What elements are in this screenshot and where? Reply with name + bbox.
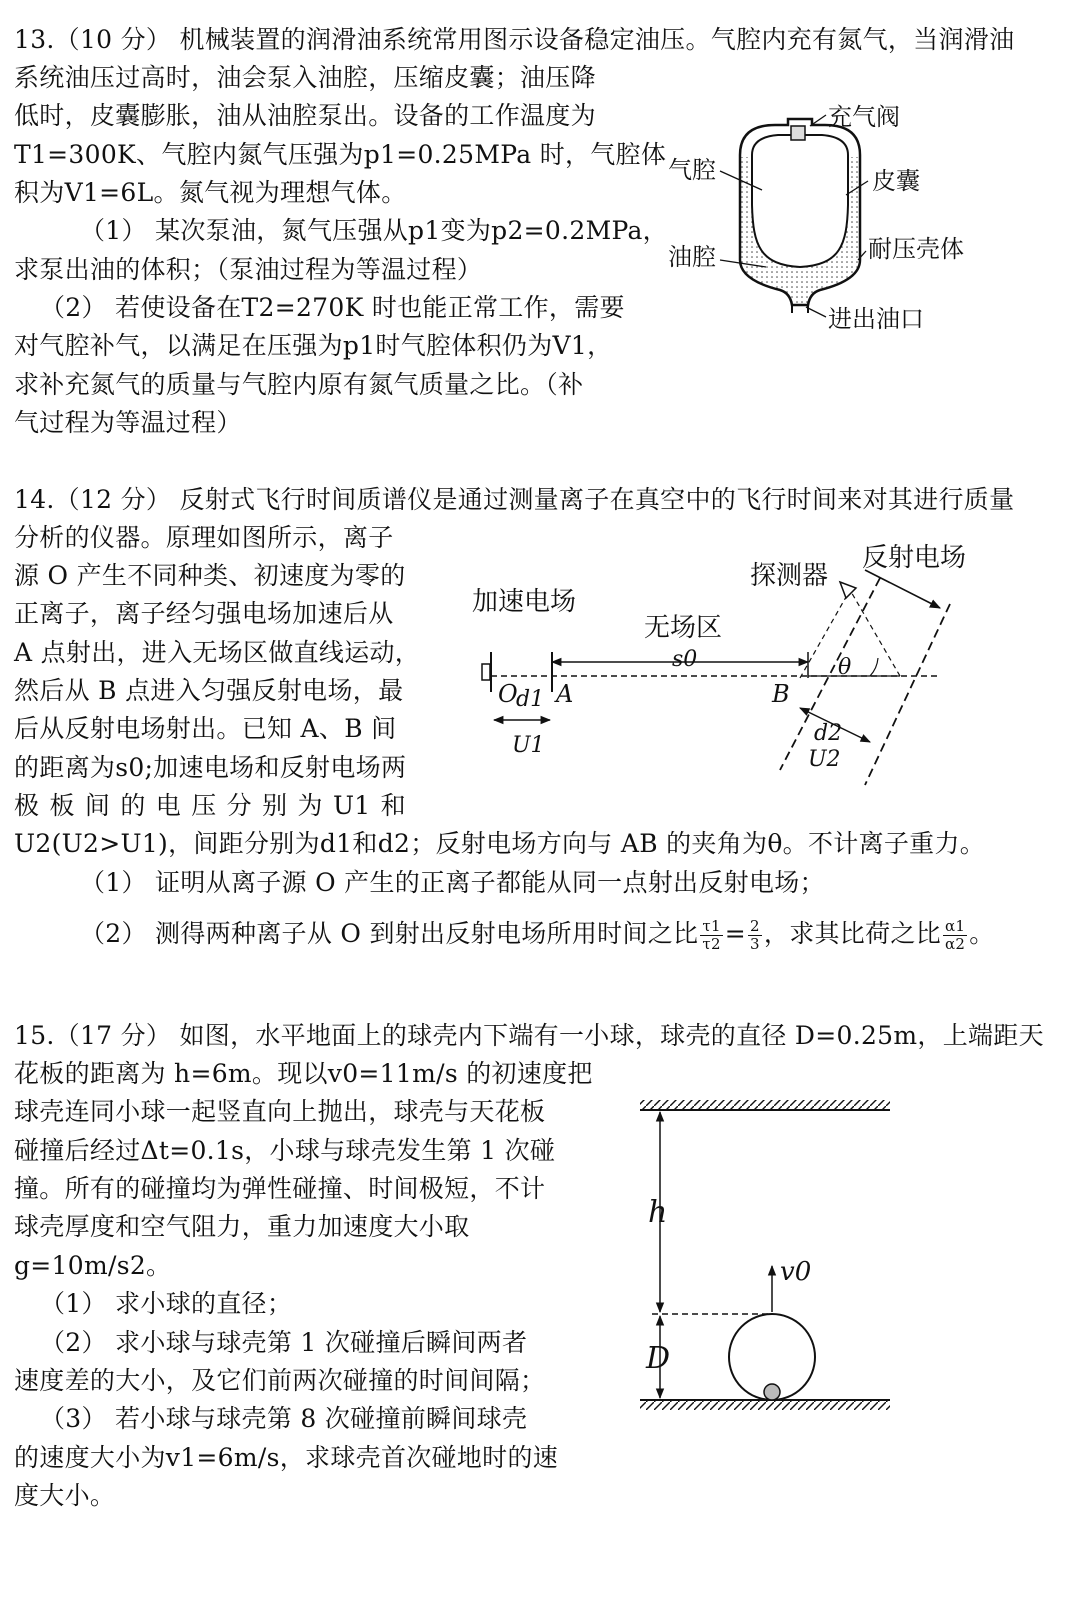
label-oil-port: 进出油口	[828, 305, 924, 333]
q14-number: 14.	[14, 485, 55, 514]
q15-part1: （1） 求小球的直径；	[40, 1289, 293, 1318]
q15-number: 15.	[14, 1021, 55, 1050]
q14-line-5: 然后从 B 点进入匀强反射电场，最	[14, 676, 404, 705]
q13-score: （10 分）	[54, 25, 172, 54]
charge-ratio-fraction: $\frac{\alpha 1}{\alpha 2}$	[945, 917, 966, 953]
q13-line-2: 低时，皮囊膨胀，油从油腔泵出。设备的工作温度为	[14, 101, 596, 130]
q15-line-4: 撞。所有的碰撞均为弹性碰撞、时间极短，不计	[14, 1174, 546, 1203]
label-bladder: 皮囊	[872, 167, 920, 195]
q14-tof-figure	[460, 530, 1020, 790]
label-charge-valve: 充气阀	[828, 103, 900, 131]
q14-line-0: 14.（12 分） 反射式飞行时间质谱仪是通过测量离子在真空中的飞行时间来对其进行质量	[14, 485, 1015, 514]
q15-part3-line1: （3） 若小球与球壳第 8 次碰撞前瞬间球壳	[40, 1404, 528, 1433]
label-pressure-shell: 耐压壳体	[868, 235, 964, 263]
q15-line-2: 球壳连同小球一起竖直向上抛出，球壳与天花板	[14, 1097, 546, 1126]
floor-hatch	[640, 1400, 890, 1410]
time-ratio-fraction: $\frac{\tau 1}{\tau 2}$	[702, 917, 721, 953]
ion-source	[482, 664, 490, 680]
label-B: B	[772, 680, 790, 708]
charge-valve	[791, 126, 805, 140]
q14-part1: （1） 证明从离子源 O 产生的正离子都能从同一点射出反射电场；	[80, 868, 825, 897]
label-theta: θ	[838, 655, 852, 680]
q15-line-1: 花板的距离为 h=6m。现以v0=11m/s 的初速度把	[14, 1059, 593, 1088]
label-accel-field: 加速电场	[472, 587, 577, 617]
label-U1: U1	[512, 733, 545, 758]
q15-part2-line1: （2） 求小球与球壳第 1 次碰撞后瞬间两者	[40, 1328, 528, 1357]
q13-part1-line1: （1） 某次泵油，氮气压强从p1变为p2=0.2MPa，	[80, 216, 668, 245]
q15-score: （17 分）	[54, 1021, 172, 1050]
q15-part3-line2: 的速度大小为v1=6m/s，求球壳首次碰地时的速	[14, 1443, 559, 1472]
q14-line-8: 极 板 间 的 电 压 分 别 为 U1 和	[14, 791, 406, 820]
q13-part2-line1: （2） 若使设备在T2=270K 时也能正常工作，需要	[40, 293, 625, 322]
field-direction-arrow	[865, 570, 940, 608]
label-s0: s0	[672, 647, 698, 672]
q13-line-1: 系统油压过高时，油会泵入油腔，压缩皮囊；油压降	[14, 63, 596, 92]
label-v0: v0	[780, 1257, 812, 1287]
reflect-plate-outer	[865, 604, 950, 785]
q13-line-0: 13.（10 分） 机械装置的润滑油系统常用图示设备稳定油压。气腔内充有氮气，当润滑油	[14, 25, 1015, 54]
q14-line-9: U2(U2>U1)，间距分别为d1和d2；反射电场方向与 AB 的夹角为θ。不计离子重力。	[14, 829, 986, 858]
q15-line-6: g=10m/s2。	[14, 1251, 172, 1280]
q14-score: （12 分）	[54, 485, 172, 514]
label-h: h	[648, 1195, 668, 1230]
label-field-free: 无场区	[644, 613, 723, 643]
small-ball	[764, 1384, 780, 1400]
label-A: A	[556, 680, 574, 708]
q15-line-5: 球壳厚度和空气阻力，重力加速度大小取	[14, 1212, 470, 1241]
label-O: O	[498, 680, 518, 708]
q13-accumulator-figure	[660, 95, 964, 335]
label-oil-chamber: 油腔	[668, 243, 716, 271]
q13-line-4: 积为V1=6L。氮气视为理想气体。	[14, 178, 407, 207]
ceiling-hatch	[640, 1100, 890, 1110]
q13-part1-line2: 求泵出油的体积；（泵油过程为等温过程）	[14, 255, 483, 284]
label-detector: 探测器	[750, 561, 829, 591]
q14-line-7: 的距离为s0;加速电场和反射电场两	[14, 753, 407, 782]
q15-line-3: 碰撞后经过Δt=0.1s，小球与球壳发生第 1 次碰	[14, 1136, 556, 1165]
label-U2: U2	[808, 747, 841, 772]
q15-shell-figure	[630, 1090, 910, 1430]
q13-line-3: T1=300K、气腔内氮气压强为p1=0.25MPa 时，气腔体	[14, 140, 667, 169]
label-D: D	[646, 1341, 671, 1376]
q14-line-3: 正离子，离子经匀强电场加速后从	[14, 599, 394, 628]
bladder	[752, 135, 848, 267]
time-ratio-value: $\frac{2}{3}$	[750, 917, 760, 953]
q15-line-0: 15.（17 分） 如图，水平地面上的球壳内下端有一小球，球壳的直径 D=0.25m，上端距天	[14, 1021, 1044, 1050]
q13-part2-line4: 气过程为等温过程）	[14, 408, 242, 437]
q13-number: 13.	[14, 25, 55, 54]
q13-part2-line3: 求补充氮气的质量与气腔内原有氮气质量之比。（补	[14, 370, 584, 399]
q15-part2-line2: 速度差的大小，及它们前两次碰撞的时间间隔；	[14, 1366, 546, 1395]
label-d1: d1	[516, 687, 545, 712]
label-d2: d2	[814, 721, 843, 746]
q14-line-6: 后从反射电场射出。已知 A、B 间	[14, 714, 397, 743]
q14-part2: （2） 测得两种离子从 O 到射出反射电场所用时间之比 $\frac{\tau 1}{\tau 2}$ = $\frac{2}{3}$ ，求其比荷之比 $\frac{\alpha 1}{\alpha 2}$ 。	[80, 917, 995, 953]
q13-part2-line2: 对气腔补气，以满足在压强为p1时气腔体积仍为V1，	[14, 331, 613, 360]
label-reflect-field: 反射电场	[862, 543, 967, 573]
q14-line-4: A 点射出，进入无场区做直线运动，	[14, 638, 421, 667]
q14-line-2: 源 O 产生不同种类、初速度为零的	[14, 561, 406, 590]
q14-line-1: 分析的仪器。原理如图所示，离子	[14, 523, 394, 552]
q15-part3-line3: 度大小。	[14, 1481, 116, 1510]
label-gas-chamber: 气腔	[668, 156, 716, 184]
